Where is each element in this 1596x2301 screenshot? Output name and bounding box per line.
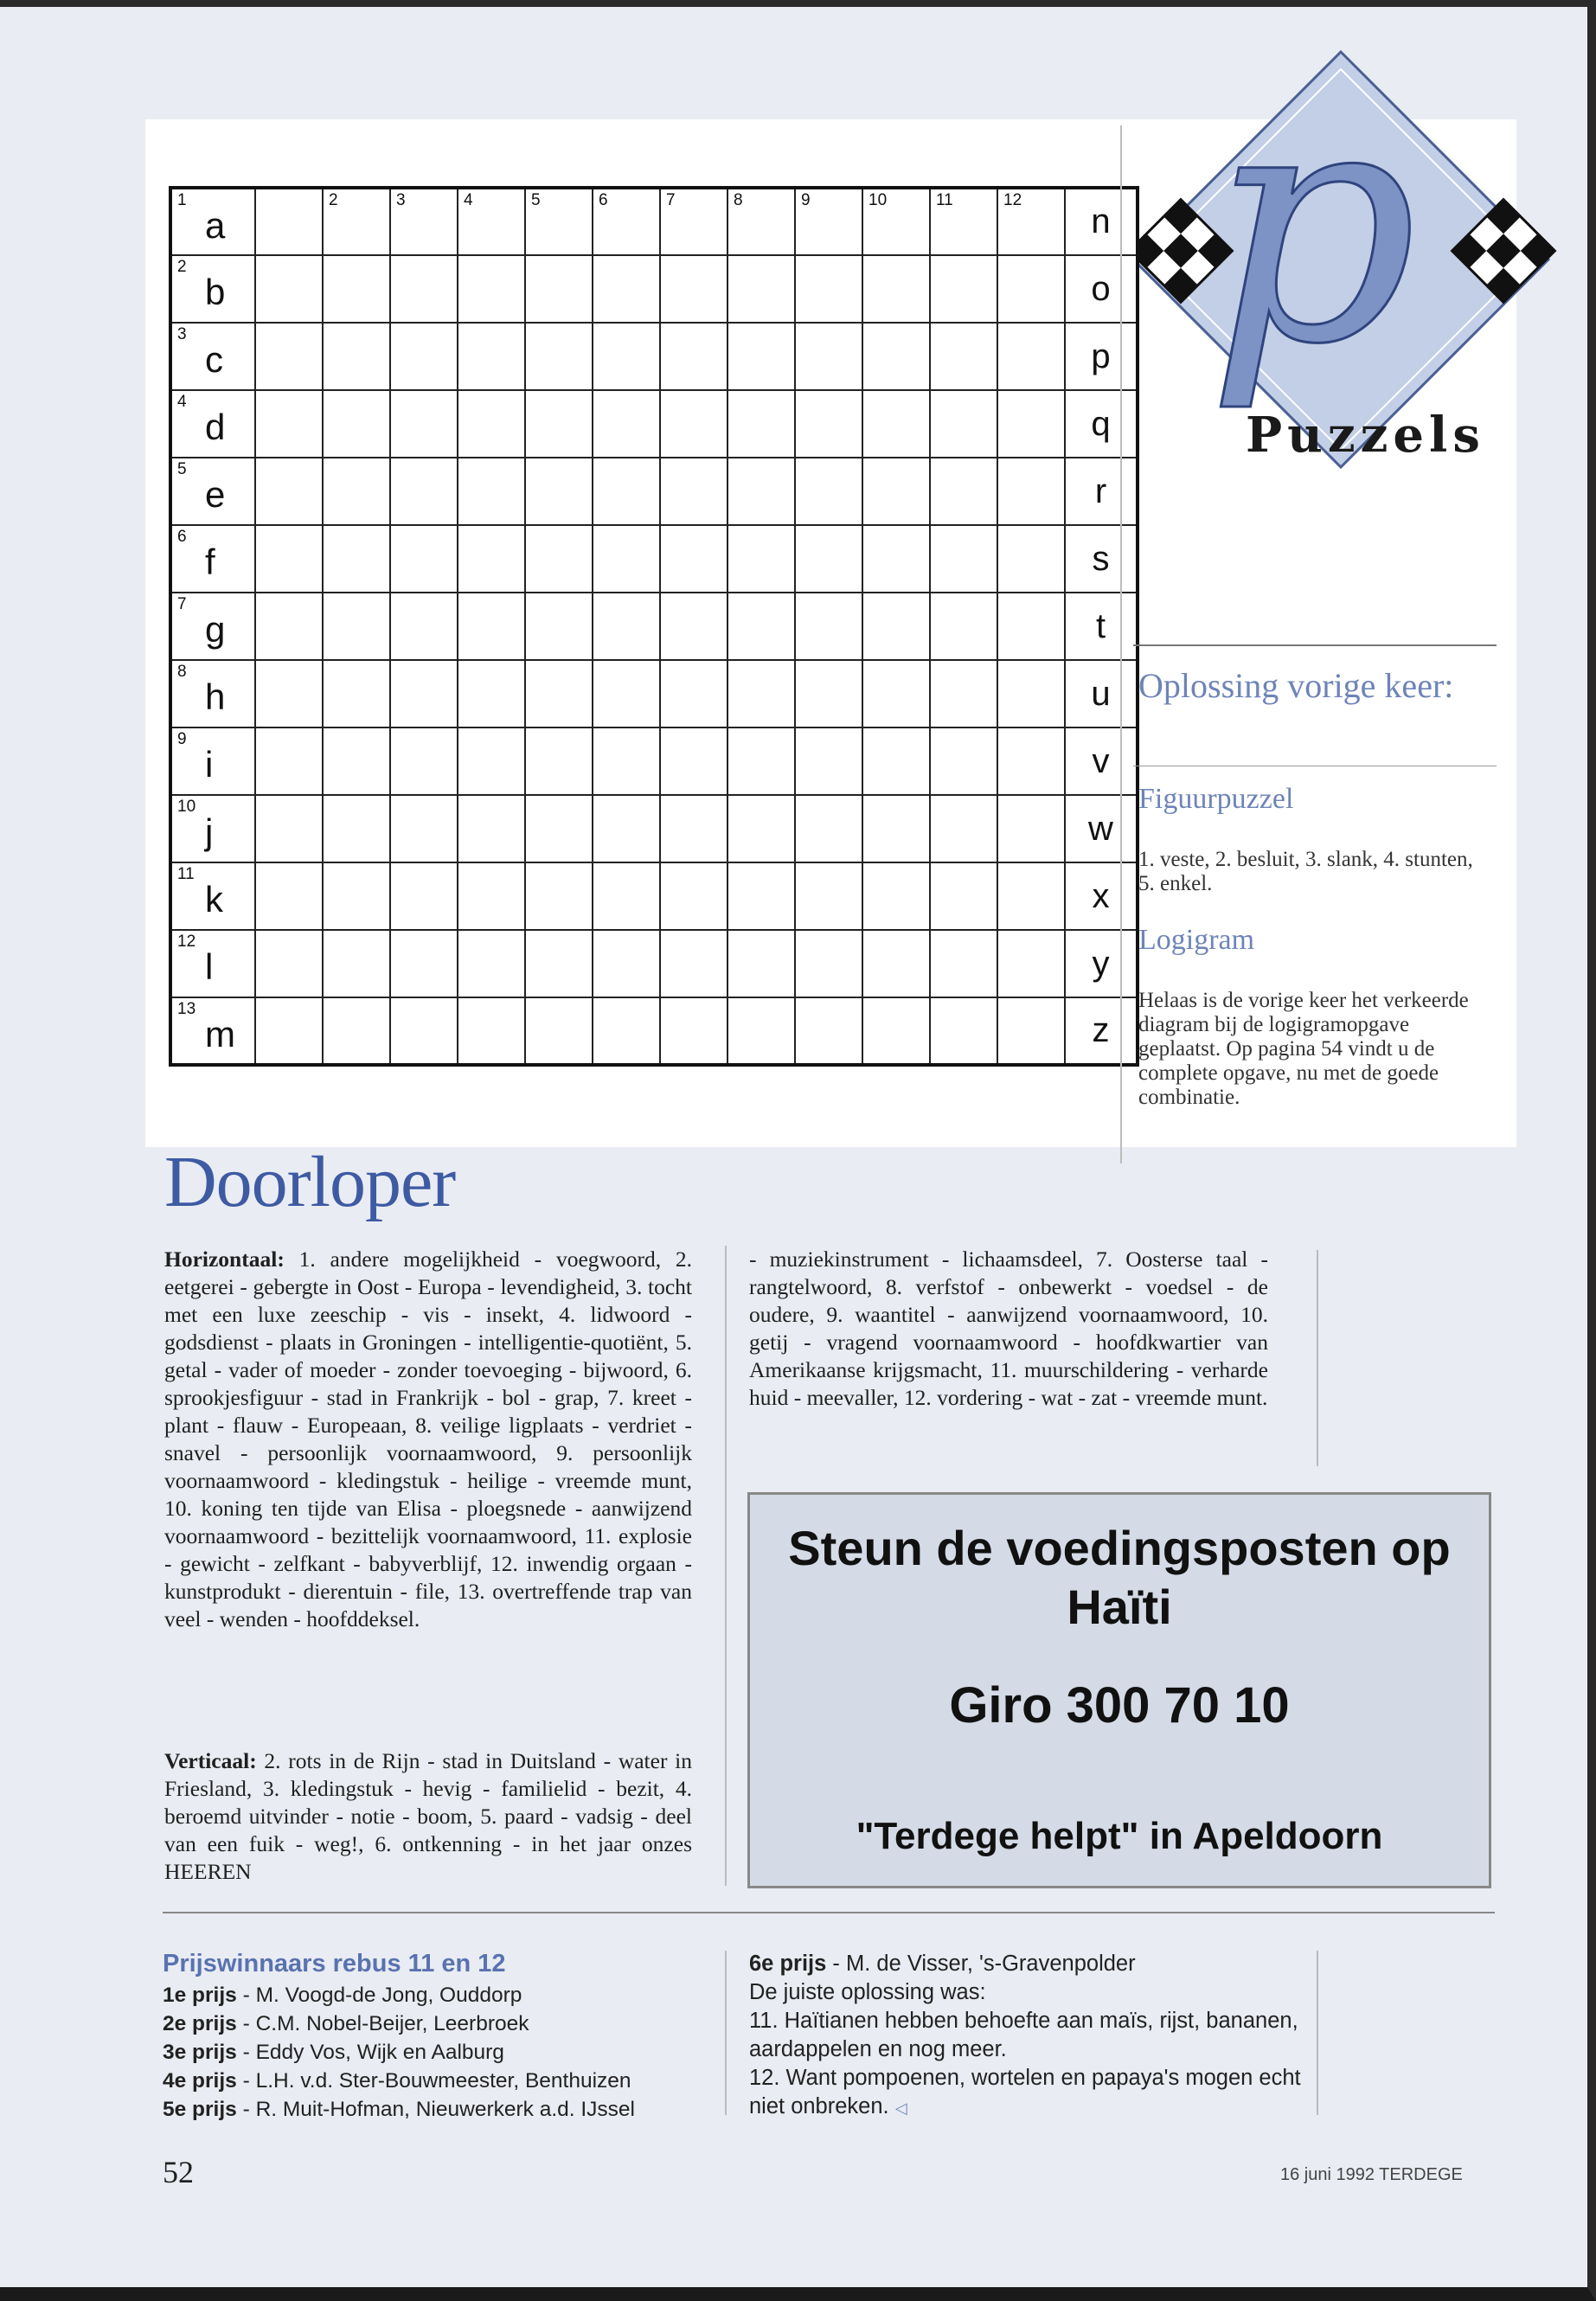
grid-cell[interactable]	[170, 997, 255, 1065]
grid-row	[170, 390, 1138, 458]
grid-cell[interactable]	[525, 862, 593, 930]
grid-cell[interactable]	[458, 930, 525, 997]
grid-cell[interactable]	[458, 862, 525, 930]
solution-intro: De juiste oplossing was:	[749, 1980, 986, 2004]
grid-cell[interactable]	[323, 997, 390, 1065]
column-divider	[1317, 1951, 1318, 2115]
grid-cell[interactable]	[1065, 390, 1138, 458]
grid-cell[interactable]	[930, 323, 997, 390]
grid-cell[interactable]	[997, 255, 1065, 323]
grid-cell[interactable]	[997, 660, 1065, 727]
grid-cell[interactable]	[660, 795, 727, 862]
row-number: 13	[177, 1000, 196, 1018]
grid-cell[interactable]	[660, 323, 727, 390]
grid-cell[interactable]	[170, 593, 255, 660]
grid-cell[interactable]	[458, 795, 525, 862]
grid-cell[interactable]	[525, 390, 593, 458]
row-letter: h	[205, 676, 226, 717]
row-letter: j	[205, 811, 214, 852]
column-number: 10	[869, 191, 888, 209]
support-box	[747, 1492, 1491, 1888]
grid-cell[interactable]	[660, 188, 727, 255]
crossword-grid	[169, 186, 1139, 1067]
grid-cell[interactable]	[255, 660, 323, 727]
horizontaal-text: 1. andere mogelijkheid - voegwoord, 2. eetgerei - gebergte in Oost - Europa - levendigheid, 3. tocht met een luxe zeeschip - vis - insekt, 4. lidwoord - godsdienst - plaats in Groningen - intelligentie-quotiënt, 5. getal - vader of moeder - zonder toevoeging - bijwoord, 6. sprookjesfiguur - stad in Frankrijk - bol - grap, 7. kreet - plant - flauw - Europeaan, 8. veilige ligplaats - verdriet - snavel - persoonlijk voornaamwoord, 9. persoonlijk voornaamwoord - kledingstuk - heilige - vreemde munt, 10. koning ten tijde van Elisa - ploegsnede - aanwijzend voornaamwoord - bezittelijk voornaamwoord, 11. explosie - gewicht - zelfkant - babyverblijf, 12. inwendig orgaan - kunstprodukt - dierentuin - file, 13. overtreffende trap van veel - wenden - hoofddeksel.	[164, 1247, 692, 1631]
grid-cell[interactable]	[170, 660, 255, 727]
grid-cell[interactable]	[795, 525, 862, 593]
grid-cell[interactable]	[525, 997, 593, 1065]
winner-name: - Eddy Vos, Wijk en Aalburg	[236, 2041, 504, 2064]
column-number: 9	[801, 191, 811, 209]
grid-cell[interactable]	[795, 727, 862, 795]
grid-cell[interactable]	[170, 727, 255, 795]
grid-cell[interactable]	[390, 660, 458, 727]
column-number: 8	[734, 191, 743, 209]
grid-cell[interactable]	[170, 323, 255, 390]
grid-cell[interactable]	[1065, 323, 1138, 390]
logigram-text: Helaas is de vorige keer het verkeerde diagram bij de logigramopgave geplaatst. Op pagina 54 vindt u de complete opgave, nu met de goede combinatie.	[1138, 989, 1469, 1109]
support-line-3: "Terdege helpt" in Apeldoorn	[856, 1815, 1383, 1857]
section-divider	[163, 1912, 1495, 1913]
column-number: 7	[666, 191, 676, 209]
grid-cell[interactable]	[1065, 727, 1138, 795]
row-letter: c	[205, 339, 223, 380]
grid-cell[interactable]	[323, 188, 390, 255]
grid-cell[interactable]	[1065, 795, 1138, 862]
grid-row	[170, 255, 1138, 323]
right-letter: u	[1091, 674, 1111, 713]
grid-cell[interactable]	[727, 997, 795, 1065]
grid-cell[interactable]	[458, 525, 525, 593]
grid-cell[interactable]	[323, 660, 390, 727]
grid-cell[interactable]	[997, 862, 1065, 930]
grid-cell[interactable]	[390, 390, 458, 458]
winner-name: - R. Muit-Hofman, Nieuwerkerk a.d. IJssel	[236, 2098, 635, 2121]
grid-cell[interactable]	[660, 930, 727, 997]
grid-cell[interactable]	[795, 795, 862, 862]
grid-cell[interactable]	[660, 727, 727, 795]
grid-cell[interactable]	[255, 727, 323, 795]
solution-11: 11. Haïtianen hebben behoefte aan maïs, rijst, bananen, aardappelen en nog meer.	[749, 2009, 1298, 2061]
grid-cell[interactable]	[390, 727, 458, 795]
row-number: 12	[177, 933, 196, 951]
column-number: 4	[464, 191, 473, 209]
grid-cell[interactable]	[593, 660, 660, 727]
grid-cell[interactable]	[862, 390, 930, 458]
grid-cell[interactable]	[593, 593, 660, 660]
row-number: 7	[177, 595, 187, 613]
grid-cell[interactable]	[593, 458, 660, 525]
grid-cell[interactable]	[930, 188, 997, 255]
grid-cell[interactable]	[458, 660, 525, 727]
grid-row	[170, 997, 1138, 1065]
grid-cell[interactable]	[593, 727, 660, 795]
grid-row	[170, 593, 1138, 660]
column-number: 12	[1003, 191, 1022, 209]
sixth-prize-name: - M. de Visser, 's-Gravenpolder	[826, 1952, 1136, 1976]
grid-cell[interactable]	[660, 862, 727, 930]
grid-cell[interactable]	[255, 795, 323, 862]
column-divider	[725, 1951, 727, 2115]
grid-cell[interactable]	[1065, 525, 1138, 593]
grid-cell[interactable]	[323, 727, 390, 795]
grid-cell[interactable]	[1065, 660, 1138, 727]
row-number: 5	[177, 460, 187, 478]
grid-cell[interactable]	[170, 188, 255, 255]
grid-cell[interactable]	[930, 660, 997, 727]
column-number: 6	[599, 191, 608, 209]
grid-row	[170, 862, 1138, 930]
grid-cell[interactable]	[593, 525, 660, 593]
row-number: 8	[177, 663, 187, 681]
right-letter: z	[1092, 1011, 1110, 1049]
column-divider	[1120, 125, 1122, 1163]
grid-cell[interactable]	[458, 997, 525, 1065]
right-letter: s	[1092, 539, 1110, 578]
grid-cell[interactable]	[862, 727, 930, 795]
grid-cell[interactable]	[390, 188, 458, 255]
grid-cell[interactable]	[930, 727, 997, 795]
grid-cell[interactable]	[390, 862, 458, 930]
grid-cell[interactable]	[390, 458, 458, 525]
grid-cell[interactable]	[390, 795, 458, 862]
grid-cell[interactable]	[170, 930, 255, 997]
grid-row	[170, 727, 1138, 795]
right-letter: n	[1091, 202, 1111, 240]
grid-cell[interactable]	[795, 593, 862, 660]
grid-cell[interactable]	[660, 660, 727, 727]
row-number: 9	[177, 730, 187, 748]
grid-cell[interactable]	[255, 458, 323, 525]
grid-cell[interactable]	[862, 255, 930, 323]
grid-row	[170, 660, 1138, 727]
right-letter: w	[1088, 809, 1113, 848]
row-letter: a	[205, 205, 226, 246]
grid-cell[interactable]	[862, 525, 930, 593]
right-letter: r	[1094, 471, 1107, 510]
support-giro: Giro 300 70 10	[949, 1677, 1290, 1734]
footer-date: 16 juni 1992 TERDEGE	[1280, 2165, 1463, 2184]
grid-cell[interactable]	[323, 593, 390, 660]
grid-cell[interactable]	[593, 862, 660, 930]
grid-cell[interactable]	[525, 795, 593, 862]
end-mark-icon: ◁	[894, 2099, 907, 2117]
grid-cell[interactable]	[525, 458, 593, 525]
grid-cell[interactable]	[593, 795, 660, 862]
grid-cell[interactable]	[997, 795, 1065, 862]
grid-cell[interactable]	[862, 188, 930, 255]
grid-cell[interactable]	[593, 997, 660, 1065]
grid-cell[interactable]	[458, 323, 525, 390]
row-number: 11	[177, 865, 195, 883]
grid-cell[interactable]	[255, 390, 323, 458]
grid-cell[interactable]	[997, 323, 1065, 390]
grid-cell[interactable]	[930, 525, 997, 593]
grid-cell[interactable]	[323, 323, 390, 390]
winner-prize: 5e prijs	[163, 2098, 237, 2121]
grid-cell[interactable]	[390, 997, 458, 1065]
right-letter: t	[1095, 606, 1106, 645]
row-letter: d	[205, 407, 226, 447]
grid-cell[interactable]	[525, 525, 593, 593]
grid-row	[170, 930, 1138, 997]
winner-prize: 2e prijs	[163, 2012, 237, 2035]
column-number: 5	[531, 191, 541, 209]
winner-prize: 1e prijs	[163, 1984, 237, 2007]
grid-cell[interactable]	[862, 862, 930, 930]
grid-cell[interactable]	[997, 390, 1065, 458]
grid-cell[interactable]	[862, 930, 930, 997]
horizontaal-label: Horizontaal:	[164, 1247, 285, 1272]
grid-cell[interactable]	[525, 660, 593, 727]
grid-cell[interactable]	[997, 525, 1065, 593]
grid-cell[interactable]	[727, 660, 795, 727]
grid-row	[170, 188, 1138, 255]
winner-prize: 4e prijs	[163, 2069, 237, 2093]
grid-cell[interactable]	[323, 795, 390, 862]
grid-cell[interactable]	[795, 930, 862, 997]
solution-12: 12. Want pompoenen, wortelen en papaya's mogen echt niet onbreken.	[749, 2066, 1301, 2118]
grid-cell[interactable]	[170, 862, 255, 930]
grid-cell[interactable]	[458, 188, 525, 255]
grid-cell[interactable]	[525, 323, 593, 390]
winner-prize: 3e prijs	[163, 2041, 237, 2064]
logo-word: Puzzels	[1246, 407, 1485, 464]
grid-cell[interactable]	[1065, 458, 1138, 525]
grid-cell[interactable]	[458, 458, 525, 525]
grid-cell[interactable]	[323, 930, 390, 997]
grid-cell[interactable]	[255, 188, 323, 255]
support-line-1: Steun de voedingsposten op Haïti	[788, 1521, 1451, 1634]
grid-cell[interactable]	[255, 323, 323, 390]
winners-title: Prijswinnaars rebus 11 en 12	[163, 1950, 506, 1977]
winner-name: - L.H. v.d. Ster-Bouwmeester, Benthuizen	[236, 2069, 631, 2093]
grid-cell[interactable]	[255, 862, 323, 930]
grid-cell[interactable]	[660, 458, 727, 525]
grid-cell[interactable]	[255, 997, 323, 1065]
logo-letter: p	[1207, 33, 1418, 416]
grid-cell[interactable]	[390, 323, 458, 390]
right-letter: q	[1091, 404, 1111, 443]
grid-cell[interactable]	[930, 593, 997, 660]
grid-cell[interactable]	[593, 323, 660, 390]
right-letter: y	[1092, 944, 1110, 983]
right-letter: o	[1091, 269, 1111, 308]
winner-item	[163, 2067, 635, 2095]
grid-cell[interactable]	[795, 390, 862, 458]
grid-cell[interactable]	[525, 930, 593, 997]
row-number: 6	[177, 528, 187, 546]
grid-cell[interactable]	[727, 188, 795, 255]
grid-cell[interactable]	[525, 593, 593, 660]
grid-cell[interactable]	[390, 255, 458, 323]
grid-cell[interactable]	[930, 255, 997, 323]
grid-cell[interactable]	[660, 390, 727, 458]
grid-cell[interactable]	[458, 255, 525, 323]
grid-row	[170, 795, 1138, 862]
grid-cell[interactable]	[727, 930, 795, 997]
logigram-heading: Logigram	[1138, 924, 1255, 956]
verticaal-label: Verticaal:	[164, 1748, 257, 1773]
puzzle-title: Doorloper	[164, 1142, 456, 1222]
right-letter: x	[1092, 876, 1110, 915]
grid-cell[interactable]	[727, 593, 795, 660]
right-letter: v	[1092, 741, 1110, 780]
vertical-clues	[164, 1747, 692, 1886]
figuurpuzzel-heading: Figuurpuzzel	[1138, 783, 1294, 815]
row-letter: m	[205, 1014, 235, 1054]
row-letter: i	[205, 744, 214, 785]
grid-cell[interactable]	[660, 997, 727, 1065]
grid-cell[interactable]	[862, 997, 930, 1065]
winner-name: - C.M. Nobel-Beijer, Leerbroek	[236, 2012, 529, 2035]
grid-cell[interactable]	[997, 458, 1065, 525]
grid-cell[interactable]	[862, 458, 930, 525]
grid-cell[interactable]	[525, 255, 593, 323]
page-number: 52	[163, 2155, 194, 2189]
grid-cell[interactable]	[795, 255, 862, 323]
grid-row	[170, 525, 1138, 593]
grid-cell[interactable]	[458, 727, 525, 795]
grid-cell[interactable]	[323, 390, 390, 458]
row-letter: k	[205, 879, 223, 920]
grid-cell[interactable]	[660, 255, 727, 323]
right-letter: p	[1091, 336, 1111, 375]
winners-list	[163, 1981, 635, 2124]
grid-cell[interactable]	[323, 525, 390, 593]
column-divider	[725, 1246, 727, 1886]
winner-item	[163, 1981, 635, 2009]
grid-cell[interactable]	[795, 997, 862, 1065]
grid-cell[interactable]	[170, 458, 255, 525]
sixth-prize-label: 6e prijs	[749, 1952, 827, 1976]
grid-cell[interactable]	[727, 255, 795, 323]
grid-cell[interactable]	[255, 255, 323, 323]
grid-cell[interactable]	[795, 458, 862, 525]
grid-cell[interactable]	[1065, 862, 1138, 930]
winner-item	[163, 2038, 635, 2067]
verticaal-text: 2. rots in de Rijn - stad in Duitsland - water in Friesland, 3. kledingstuk - hevig - familielid - bezit, 4. beroemd uitvinder - notie - boom, 5. paard - vadsig - deel van een fuik - weg!, 6. ontkenning - in het jaar onzes HEEREN	[164, 1748, 692, 1884]
horizontal-clues	[164, 1246, 692, 1633]
grid-cell[interactable]	[593, 188, 660, 255]
grid-cell[interactable]	[727, 323, 795, 390]
grid-cell[interactable]	[997, 188, 1065, 255]
grid-cell[interactable]	[727, 727, 795, 795]
grid-cell[interactable]	[795, 660, 862, 727]
grid-cell[interactable]	[795, 188, 862, 255]
row-letter: g	[205, 609, 226, 650]
grid-cell[interactable]	[1065, 930, 1138, 997]
grid-cell[interactable]	[525, 727, 593, 795]
grid-cell[interactable]	[170, 525, 255, 593]
grid-cell[interactable]	[593, 390, 660, 458]
grid-cell[interactable]	[997, 727, 1065, 795]
grid-cell[interactable]	[727, 862, 795, 930]
grid-cell[interactable]	[390, 525, 458, 593]
divider-line	[1133, 644, 1497, 646]
grid-cell[interactable]	[795, 862, 862, 930]
grid-cell[interactable]	[997, 997, 1065, 1065]
row-letter: b	[205, 272, 226, 312]
grid-cell[interactable]	[660, 525, 727, 593]
grid-cell[interactable]	[930, 390, 997, 458]
row-number: 10	[177, 798, 196, 816]
grid-cell[interactable]	[255, 930, 323, 997]
row-number: 2	[177, 258, 187, 276]
grid-cell[interactable]	[930, 795, 997, 862]
grid-cell[interactable]	[660, 593, 727, 660]
grid-cell[interactable]	[390, 930, 458, 997]
winners-right	[749, 1950, 1303, 2123]
solution-title: Oplossing vorige keer:	[1138, 666, 1454, 705]
column-number: 3	[396, 191, 406, 209]
grid-cell[interactable]	[323, 458, 390, 525]
figuurpuzzel-text: 1. veste, 2. besluit, 3. slank, 4. stunten, 5. enkel.	[1138, 848, 1473, 895]
grid-cell[interactable]	[862, 593, 930, 660]
grid-cell[interactable]	[727, 525, 795, 593]
grid-cell[interactable]	[390, 593, 458, 660]
grid-cell[interactable]	[323, 255, 390, 323]
grid-cell[interactable]	[255, 525, 323, 593]
grid-cell[interactable]	[862, 795, 930, 862]
column-number: 2	[329, 191, 338, 209]
grid-cell[interactable]	[323, 862, 390, 930]
row-number: 3	[177, 325, 187, 343]
grid-cell[interactable]	[930, 997, 997, 1065]
column-divider	[1317, 1250, 1318, 1466]
grid-row	[170, 323, 1138, 390]
grid-cell[interactable]	[1065, 188, 1138, 255]
grid-cell[interactable]	[727, 458, 795, 525]
grid-cell[interactable]	[170, 255, 255, 323]
grid-cell[interactable]	[1065, 997, 1138, 1065]
grid-cell[interactable]	[795, 323, 862, 390]
grid-cell[interactable]	[930, 930, 997, 997]
grid-cell[interactable]	[727, 390, 795, 458]
grid-cell[interactable]	[170, 795, 255, 862]
grid-cell[interactable]	[862, 323, 930, 390]
grid-cell[interactable]	[997, 930, 1065, 997]
winner-item	[163, 2009, 635, 2038]
winner-item	[163, 2095, 635, 2124]
grid-cell[interactable]	[458, 593, 525, 660]
vertical-clues-continued: - muziekinstrument - lichaamsdeel, 7. Oosterse taal - rangtelwoord, 8. verfstof - onbewerkt - voedsel - de oudere, 9. waantitel - aanwijzend voornaamwoord, 10. getij - vragend voornaamwoord - hoofdkwartier van Amerikaanse krijgsmacht, 11. muurschildering - verharde huid - meevaller, 12. vordering - wat - zat - vreemde munt.	[749, 1247, 1268, 1410]
grid-cell[interactable]	[255, 593, 323, 660]
grid-cell[interactable]	[997, 593, 1065, 660]
row-letter: f	[205, 542, 215, 582]
grid-row	[170, 458, 1138, 525]
grid-cell[interactable]	[1065, 593, 1138, 660]
grid-cell[interactable]	[593, 930, 660, 997]
row-number: 1	[177, 191, 187, 209]
column-number: 11	[936, 191, 953, 209]
grid-cell[interactable]	[593, 255, 660, 323]
grid-cell[interactable]	[727, 795, 795, 862]
grid-cell[interactable]	[458, 390, 525, 458]
row-letter: e	[205, 474, 226, 515]
grid-cell[interactable]	[930, 862, 997, 930]
grid-cell[interactable]	[525, 188, 593, 255]
grid-cell[interactable]	[1065, 255, 1138, 323]
row-letter: l	[205, 946, 214, 987]
grid-cell[interactable]	[170, 390, 255, 458]
grid-cell[interactable]	[862, 660, 930, 727]
grid-cell[interactable]	[930, 458, 997, 525]
winner-name: - M. Voogd-de Jong, Ouddorp	[236, 1984, 522, 2007]
row-number: 4	[177, 393, 187, 411]
